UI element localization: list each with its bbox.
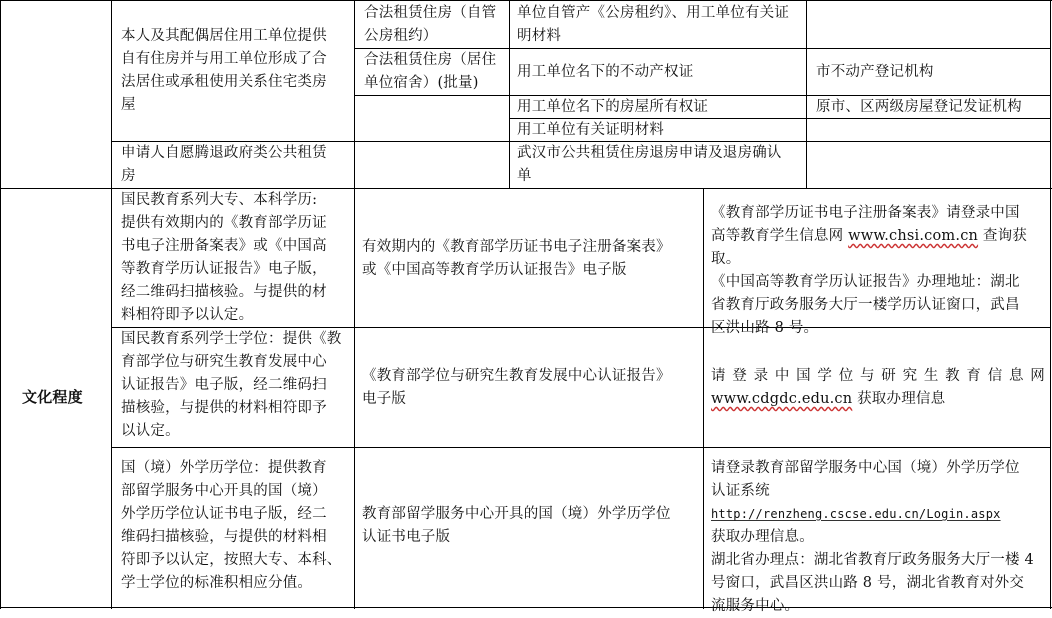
edu-row2-info <box>711 365 1045 411</box>
edu-row1-info <box>711 202 1048 340</box>
housing-mid-b: 合法租赁住房（居住 单位宿舍）(批量) <box>364 52 497 91</box>
edu-row1-material: 有效期内的《教育部学历证书电子注册备案表》 或《中国高等教育学历认证报告》电子版 <box>362 239 671 278</box>
col-line-3 <box>509 0 510 188</box>
col-line-5 <box>354 188 355 609</box>
edu-row1-desc: 国民教育系列大专、本科学历: 提供有效期内的《教育部学历证 书电子注册备案表》或《中国高 等教育学历认证报告》电子版， 经二维码扫描核验。与提供的材 料相符即予以认定。 <box>121 192 327 323</box>
col-line-6 <box>703 188 704 609</box>
housing-material-3: 用工单位名下的房屋所有权证 <box>517 99 709 115</box>
edu-row3-info-a: 请登录教育部留学服务中心国（境）外学历学位 认证系统 <box>711 460 1020 499</box>
col-line-2 <box>354 0 355 188</box>
housing-material-2: 用工单位名下的不动产权证 <box>517 64 694 80</box>
housing-authority-3: 原市、区两级房屋登记发证机构 <box>816 99 1022 115</box>
edu-row1-info-b: 查询获取。 <box>711 228 1027 267</box>
edu-row1-info-a: 《教育部学历证书电子注册备案表》请登录中国 高等教育学生信息网 <box>711 205 1020 244</box>
housing-material-5: 武汉市公共租赁住房退房申请及退房确认 单 <box>517 145 782 184</box>
border-right <box>1050 0 1051 609</box>
housing-left-row2: 申请人自愿腾退政府类公共租赁 房 <box>121 145 327 184</box>
edu-row1-info-c: 《中国高等教育学历认证报告》办理地址：湖北 省教育厅政务服务大厅一楼学历认证窗口，武昌 区洪山路 8 号。 <box>711 274 1020 336</box>
housing-authority-2: 市不动产登记机构 <box>816 64 934 80</box>
cscse-link[interactable]: http://renzheng.cscse.edu.cn/Login.aspx <box>711 507 1001 521</box>
edu-row2-desc: 国民教育系列学士学位：提供《教 育部学位与研究生教育发展中心 认证报告》电子版，经二维码扫 描核验，与提供的材料相符即予 以认定。 <box>121 331 342 439</box>
col-line-1 <box>111 0 112 609</box>
chsi-link[interactable]: www.chsi.com.cn <box>848 228 979 244</box>
edu-row3-info <box>711 457 1048 618</box>
cdgdc-link[interactable]: www.cdgdc.edu.cn <box>711 391 853 407</box>
edu-row2-material: 《教育部学位与研究生教育发展中心认证报告》 电子版 <box>362 368 671 407</box>
education-category: 文化程度 <box>22 388 83 406</box>
edu-row2-info-b: 获取办理信息 <box>852 391 946 407</box>
edu-row3-desc: 国（境）外学历学位：提供教育 部留学服务中心开具的国（境） 外学历学位认证书电子版，经二 维码扫描核验，与提供的材料相 符即予以认定，按照大专、本科、 学士学位的标准积相应分值。 <box>121 460 342 591</box>
housing-mid-a: 合法租赁住房（自管 公房租约） <box>364 5 497 44</box>
border-left <box>0 0 1 609</box>
col-line-4 <box>806 0 807 188</box>
edu-row2-info-a: 请登录中国学位与研究生教育信息网 <box>711 368 1045 384</box>
edu-row3-material: 教育部留学服务中心开具的国（境）外学历学位 认证书电子版 <box>362 506 671 545</box>
housing-material-1: 单位自管产《公房租约》、用工单位有关证 明材料 <box>517 5 790 44</box>
border-top <box>0 0 1052 1</box>
housing-left-row1: 本人及其配偶居住用工单位提供 自有住房并与用工单位形成了合 法居住或承租使用关系住宅类房 屋 <box>121 28 327 113</box>
row-line-f <box>111 447 1050 448</box>
housing-material-4: 用工单位有关证明材料 <box>517 122 664 138</box>
edu-row3-info-b: 获取办理信息。 湖北省办理点：湖北省教育厅政务服务大厅一楼 4 号窗口，武昌区洪山路 8 号，湖北省教育对外交 流服务中心。 <box>711 529 1034 614</box>
